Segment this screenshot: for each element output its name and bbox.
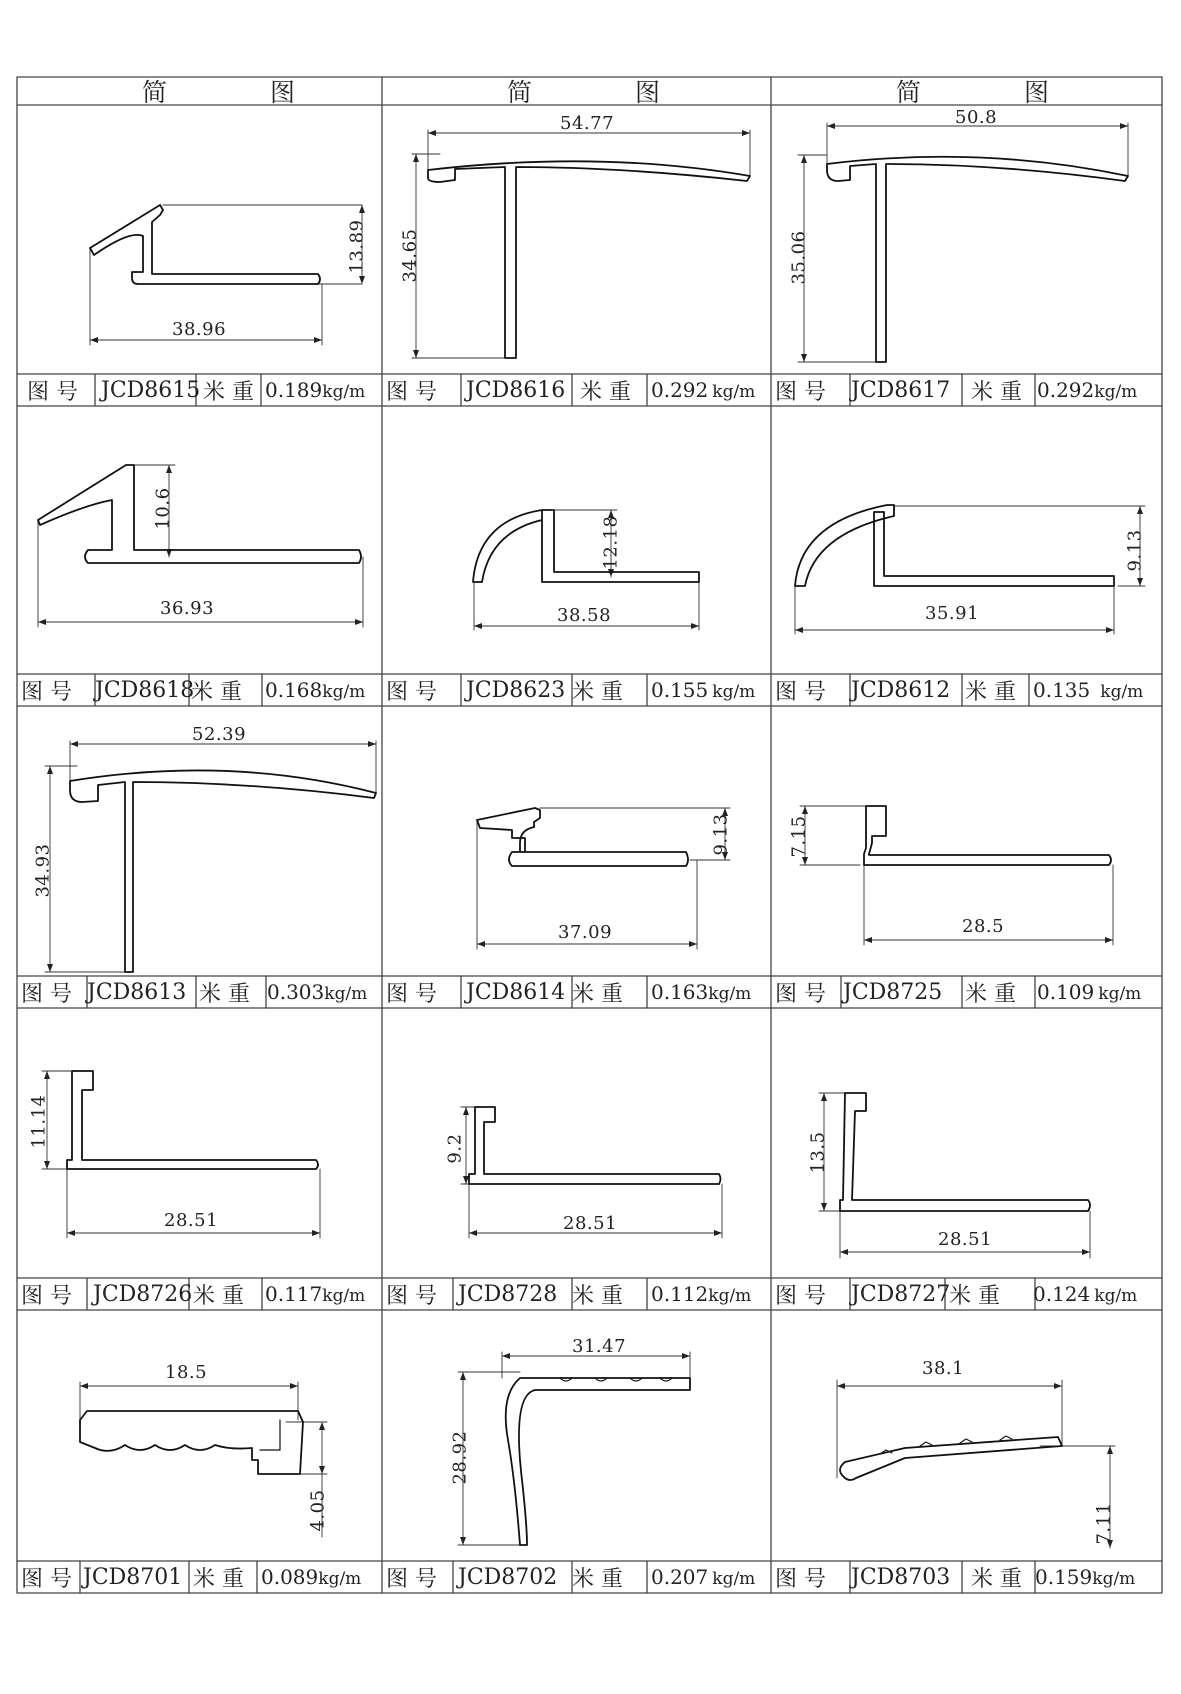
weight-value — [1037, 378, 1137, 402]
caption-cell — [771, 374, 1162, 406]
dimension-label: 13.5 — [807, 1131, 829, 1174]
profile-shape-jcd8618 — [38, 465, 361, 563]
dimension-label: 4.05 — [307, 1489, 329, 1532]
profile-code: JCD8728 — [458, 1281, 558, 1307]
weight-number: 0.124 — [1033, 1282, 1091, 1306]
profile-code: JCD8703 — [851, 1564, 951, 1590]
dimension-label: 11.14 — [28, 1094, 50, 1149]
drawing-no-label: 图 号 — [775, 1283, 826, 1309]
weight-number: 0.168 — [265, 678, 323, 702]
dimension-label: 28.51 — [164, 1210, 219, 1231]
profile-code: JCD8613 — [87, 979, 187, 1005]
weight-number: 0.135 — [1033, 678, 1091, 702]
weight-label: 米 重 — [193, 1566, 244, 1592]
profile-shape-jcd8703 — [840, 1437, 1062, 1480]
drawing-no-label: 图 号 — [775, 981, 826, 1007]
header-label-tu: 图 — [269, 78, 297, 107]
caption-cell — [771, 1561, 1162, 1593]
profile-code: JCD8615 — [101, 377, 201, 403]
column-header-1 — [17, 78, 407, 107]
weight-label: 米 重 — [971, 1566, 1022, 1592]
weight-unit: kg/m — [1094, 382, 1138, 402]
dimension-label: 28.92 — [449, 1430, 471, 1485]
drawing-no-label: 图 号 — [386, 1283, 437, 1309]
weight-number: 0.112 — [651, 1282, 709, 1306]
profile-code: JCD8612 — [851, 677, 951, 703]
profile-code: JCD8727 — [851, 1281, 951, 1307]
weight-label: 米 重 — [199, 981, 250, 1007]
weight-unit: kg/m — [708, 984, 752, 1004]
caption-cell — [17, 374, 382, 406]
weight-unit: kg/m — [712, 382, 756, 402]
dimension-label: 10.6 — [152, 487, 174, 530]
dimension-label: 37.09 — [558, 922, 613, 943]
weight-value — [1037, 980, 1141, 1004]
drawing-no-label: 图 号 — [21, 981, 72, 1007]
weight-number: 0.163 — [651, 980, 709, 1004]
dimension-label: 54.77 — [560, 113, 615, 134]
weight-number: 0.292 — [651, 378, 709, 402]
caption-cell — [17, 674, 382, 706]
profile-shape-jcd8616 — [428, 161, 750, 358]
header-label-jian: 简 — [142, 78, 170, 107]
dimension-label: 7.15 — [788, 815, 810, 858]
weight-unit: kg/m — [1100, 682, 1144, 702]
caption-cell — [382, 674, 771, 706]
dimension-label: 18.5 — [165, 1362, 208, 1383]
drawing-no-label: 图 号 — [775, 379, 826, 405]
profile-shape-jcd8614 — [477, 808, 688, 866]
weight-unit: kg/m — [1098, 984, 1142, 1004]
weight-unit: kg/m — [1094, 1286, 1138, 1306]
profile-shape-jcd8701 — [80, 1411, 303, 1474]
caption-cell — [771, 674, 1162, 706]
dimension-label: 31.47 — [572, 1336, 627, 1357]
dimension-label: 34.93 — [32, 843, 54, 898]
profile-code: JCD8614 — [466, 979, 566, 1005]
profile-code: JCD8617 — [851, 377, 951, 403]
weight-unit: kg/m — [322, 1286, 366, 1306]
dimension-label: 34.65 — [399, 228, 421, 283]
weight-number: 0.089 — [261, 1565, 319, 1589]
profile-shape-jcd8702 — [506, 1378, 690, 1545]
profile-shape-jcd8612 — [795, 505, 1114, 586]
weight-value — [651, 1565, 755, 1589]
weight-value — [267, 980, 367, 1004]
weight-label: 米 重 — [203, 379, 254, 405]
profile-code: JCD8623 — [466, 677, 566, 703]
drawing-no-label: 图 号 — [775, 679, 826, 705]
profile-code: JCD8725 — [843, 979, 943, 1005]
drawing-no-label: 图 号 — [386, 1566, 437, 1592]
weight-value — [265, 378, 365, 402]
weight-number: 0.207 — [651, 1565, 709, 1589]
profile-shape-jcd8728 — [469, 1107, 721, 1184]
dimension-label: 36.93 — [160, 598, 215, 619]
dimension-label: 28.51 — [938, 1229, 993, 1250]
profile-shape-jcd8617 — [827, 157, 1128, 362]
column-header-2 — [382, 78, 772, 107]
weight-label: 米 重 — [949, 1283, 1000, 1309]
caption-cell — [382, 1278, 771, 1310]
weight-label: 米 重 — [572, 1283, 623, 1309]
profile-code: JCD8616 — [466, 377, 566, 403]
profile-code: JCD8618 — [95, 677, 195, 703]
weight-number: 0.109 — [1037, 980, 1095, 1004]
dimension-label: 12.18 — [600, 515, 622, 570]
caption-cell — [382, 374, 771, 406]
weight-unit: kg/m — [708, 1286, 752, 1306]
weight-label: 米 重 — [572, 1566, 623, 1592]
drawing-no-label: 图 号 — [386, 379, 437, 405]
weight-number: 0.189 — [265, 378, 323, 402]
weight-number: 0.117 — [265, 1282, 323, 1306]
dimension-label: 38.58 — [557, 605, 612, 626]
weight-number: 0.303 — [267, 980, 325, 1004]
weight-unit: kg/m — [712, 682, 756, 702]
weight-unit: kg/m — [322, 382, 366, 402]
header-label-jian: 简 — [507, 78, 535, 107]
dimension-label: 38.96 — [172, 319, 227, 340]
dimension-label: 9.2 — [444, 1133, 466, 1164]
weight-value — [261, 1565, 361, 1589]
header-label-jian: 简 — [896, 78, 924, 107]
profile-shape-jcd8726 — [67, 1071, 318, 1169]
drawing-no-label: 图 号 — [21, 1566, 72, 1592]
weight-unit: kg/m — [1092, 1569, 1136, 1589]
profile-code: JCD8702 — [458, 1564, 558, 1590]
weight-unit: kg/m — [318, 1569, 362, 1589]
weight-label: 米 重 — [193, 1283, 244, 1309]
weight-label: 米 重 — [191, 679, 242, 705]
dimension-label: 35.91 — [925, 603, 980, 624]
weight-unit: kg/m — [324, 984, 368, 1004]
weight-value — [651, 378, 755, 402]
weight-label: 米 重 — [971, 379, 1022, 405]
weight-value — [651, 678, 755, 702]
profile-shape-jcd8725 — [864, 806, 1111, 865]
caption-cell — [771, 976, 1162, 1008]
weight-value — [1035, 1565, 1135, 1589]
weight-number: 0.159 — [1035, 1565, 1093, 1589]
weight-value — [651, 980, 751, 1004]
drawing-no-label: 图 号 — [21, 679, 72, 705]
drawing-no-label: 图 号 — [21, 1283, 72, 1309]
column-header-3 — [771, 78, 1161, 107]
header-label-tu: 图 — [634, 78, 662, 107]
dimension-label: 9.13 — [1124, 529, 1146, 572]
weight-value — [1033, 678, 1143, 702]
caption-cell — [17, 1561, 382, 1593]
drawing-no-label: 图 号 — [386, 981, 437, 1007]
profile-code: JCD8726 — [93, 1281, 193, 1307]
dimension-label: 13.89 — [346, 219, 368, 274]
dimension-label: 35.06 — [788, 230, 810, 285]
profile-code: JCD8701 — [83, 1564, 183, 1590]
weight-label: 米 重 — [572, 679, 623, 705]
caption-cell — [382, 1561, 771, 1593]
profile-shape-jcd8613 — [70, 770, 376, 972]
dimension-label: 38.1 — [922, 1358, 965, 1379]
weight-label: 米 重 — [965, 679, 1016, 705]
weight-number: 0.155 — [651, 678, 709, 702]
weight-value — [651, 1282, 751, 1306]
drawing-no-label: 图 号 — [775, 1566, 826, 1592]
dimension-label: 52.39 — [192, 724, 247, 745]
caption-cell — [17, 976, 382, 1008]
caption-cell — [382, 976, 771, 1008]
caption-cell — [771, 1278, 1162, 1310]
profile-shape-jcd8623 — [473, 510, 699, 582]
weight-unit: kg/m — [322, 682, 366, 702]
dimension-label: 50.8 — [955, 107, 998, 128]
profile-shape-jcd8727 — [840, 1093, 1090, 1211]
weight-value — [1033, 1282, 1137, 1306]
dimension-label: 28.5 — [962, 916, 1005, 937]
drawing-no-label: 图 号 — [27, 379, 78, 405]
weight-value — [265, 678, 365, 702]
caption-cell — [17, 1278, 382, 1310]
weight-value — [265, 1282, 365, 1306]
weight-label: 米 重 — [965, 981, 1016, 1007]
dimension-label: 7.11 — [1093, 1502, 1115, 1545]
profile-shape-jcd8615 — [90, 205, 320, 284]
dimension-label: 28.51 — [563, 1213, 618, 1234]
weight-number: 0.292 — [1037, 378, 1095, 402]
weight-unit: kg/m — [712, 1569, 756, 1589]
weight-label: 米 重 — [580, 379, 631, 405]
dimension-label: 9.13 — [710, 813, 732, 856]
weight-label: 米 重 — [572, 981, 623, 1007]
header-label-tu: 图 — [1023, 78, 1051, 107]
drawing-no-label: 图 号 — [386, 679, 437, 705]
